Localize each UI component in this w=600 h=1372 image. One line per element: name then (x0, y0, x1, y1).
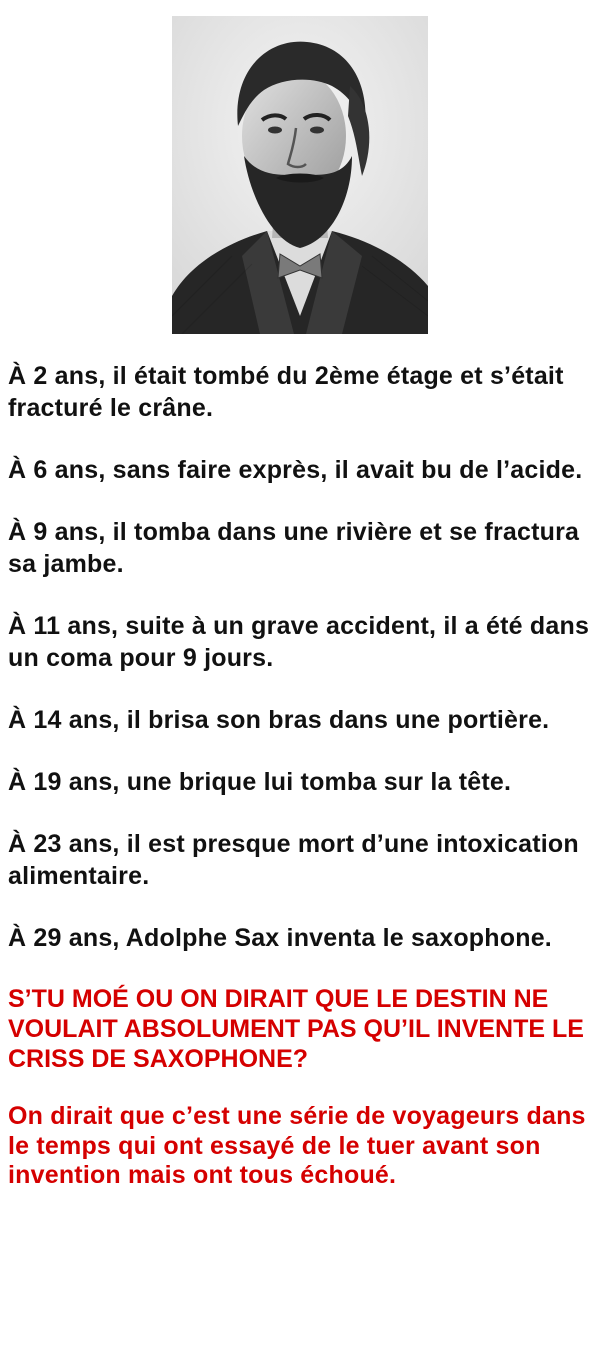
event-age-19: À 19 ans, une brique lui tomba sur la tête. (8, 768, 512, 796)
closing-text: On dirait que c’est une série de voyageurs dans le temps qui ont essayé de le tuer avant son invention mais ont tous échoué. (8, 1102, 586, 1189)
headline: S’TU MOÉ OU ON DIRAIT QUE LE DESTIN NE VOULAIT ABSOLUMENT PAS QU’IL INVENTE LE CRISS DE SAXOPHONE? (8, 985, 584, 1073)
story-text (8, 360, 596, 1191)
event-age-23: À 23 ans, il est presque mort d’une intoxication alimentaire. (8, 830, 579, 890)
event-age-9: À 9 ans, il tomba dans une rivière et se fractura sa jambe. (8, 518, 580, 578)
portrait-engraving-icon (172, 16, 428, 334)
event-age-6: À 6 ans, sans faire exprès, il avait bu de l’acide. (8, 456, 583, 484)
portrait-image (172, 16, 428, 334)
event-age-29: À 29 ans, Adolphe Sax inventa le saxophone. (8, 924, 552, 952)
event-age-2: À 2 ans, il était tombé du 2ème étage et s’était fracturé le crâne. (8, 362, 564, 422)
event-age-11: À 11 ans, suite à un grave accident, il a été dans un coma pour 9 jours. (8, 612, 590, 672)
event-age-14: À 14 ans, il brisa son bras dans une portière. (8, 706, 550, 734)
